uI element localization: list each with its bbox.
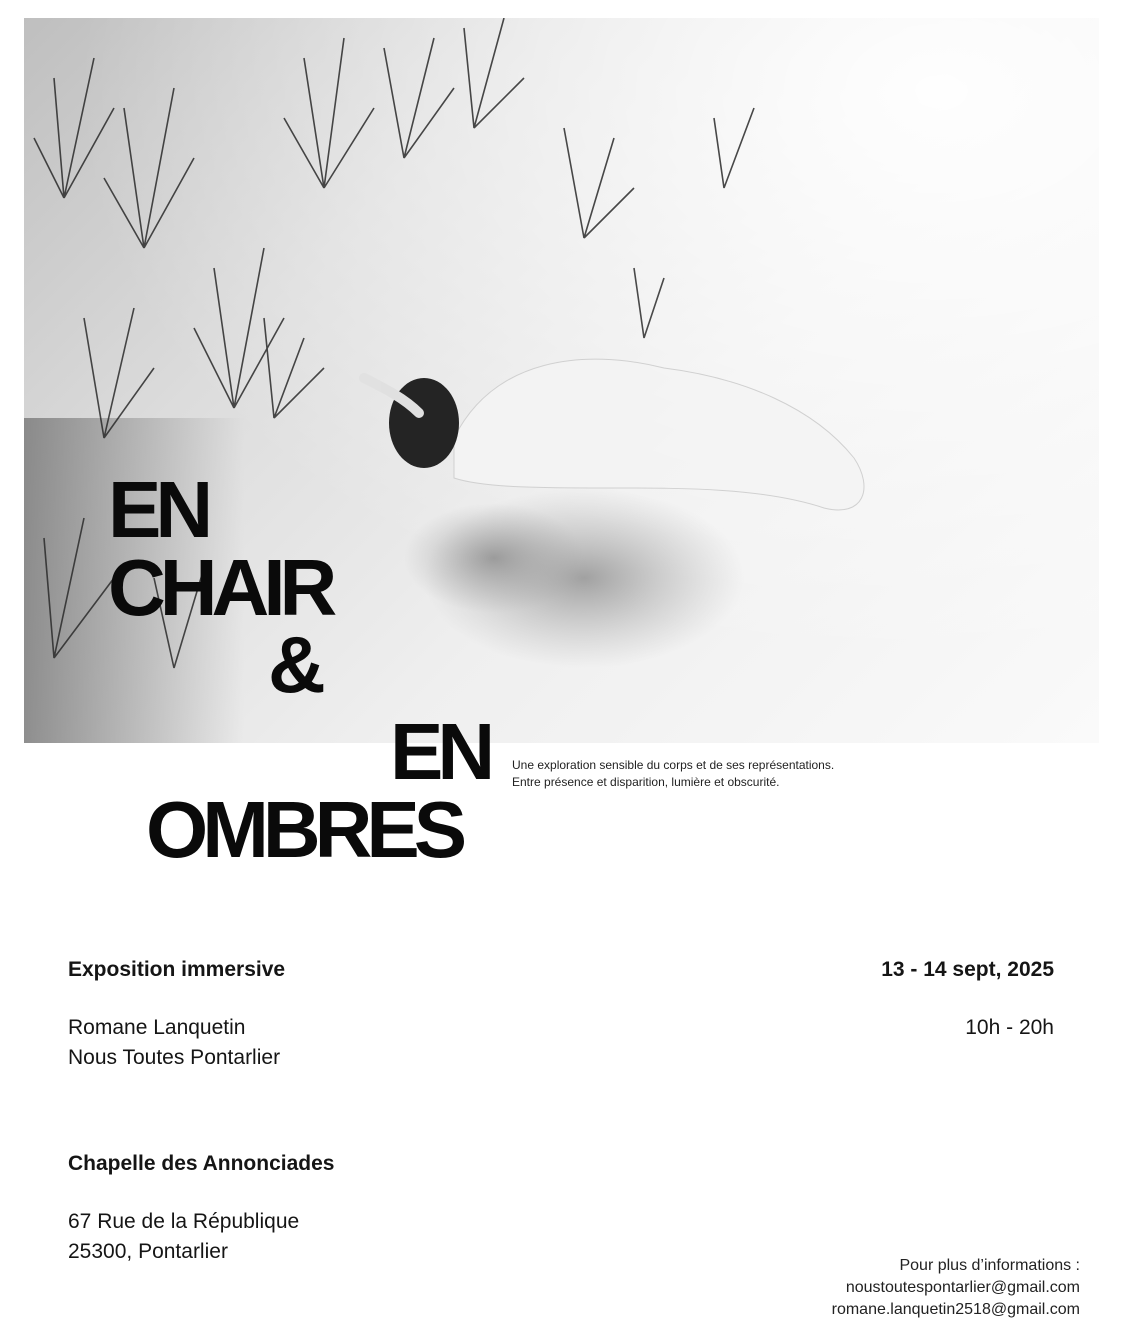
artists [68,1013,280,1073]
tagline-line: Entre présence et disparition, lumière et obscurité. [512,775,780,789]
contact-heading: Pour plus d’informations : [899,1257,1080,1274]
title-line-en-2: EN [390,707,490,796]
address-line: 25300, Pontarlier [68,1240,228,1263]
photo-illustration [24,18,1099,743]
tagline [512,757,834,791]
cover-photo [24,18,1099,743]
contact-email[interactable]: noustoutespontarlier@gmail.com [845,1279,1080,1296]
title-line-ombres: OMBRES [146,785,462,874]
address-line: 67 Rue de la République [68,1210,300,1233]
contact-block [832,1255,1080,1321]
event-type: Exposition immersive [68,958,286,981]
venue-name: Chapelle des Annonciades [68,1152,335,1175]
artist-name: Romane Lanquetin [68,1016,246,1039]
tagline-line: Une exploration sensible du corps et de ses représentations. [512,758,835,772]
contact-email[interactable]: romane.lanquetin2518@gmail.com [831,1301,1080,1318]
event-hours: 10h - 20h [965,1016,1054,1039]
event-dates: 13 - 14 sept, 2025 [881,958,1054,981]
artist-name: Nous Toutes Pontarlier [68,1046,281,1069]
venue-address [68,1207,299,1267]
title-line-chair: CHAIR [108,543,332,632]
title-line-ampersand: & [268,620,320,709]
title-line-en: EN [108,465,208,554]
